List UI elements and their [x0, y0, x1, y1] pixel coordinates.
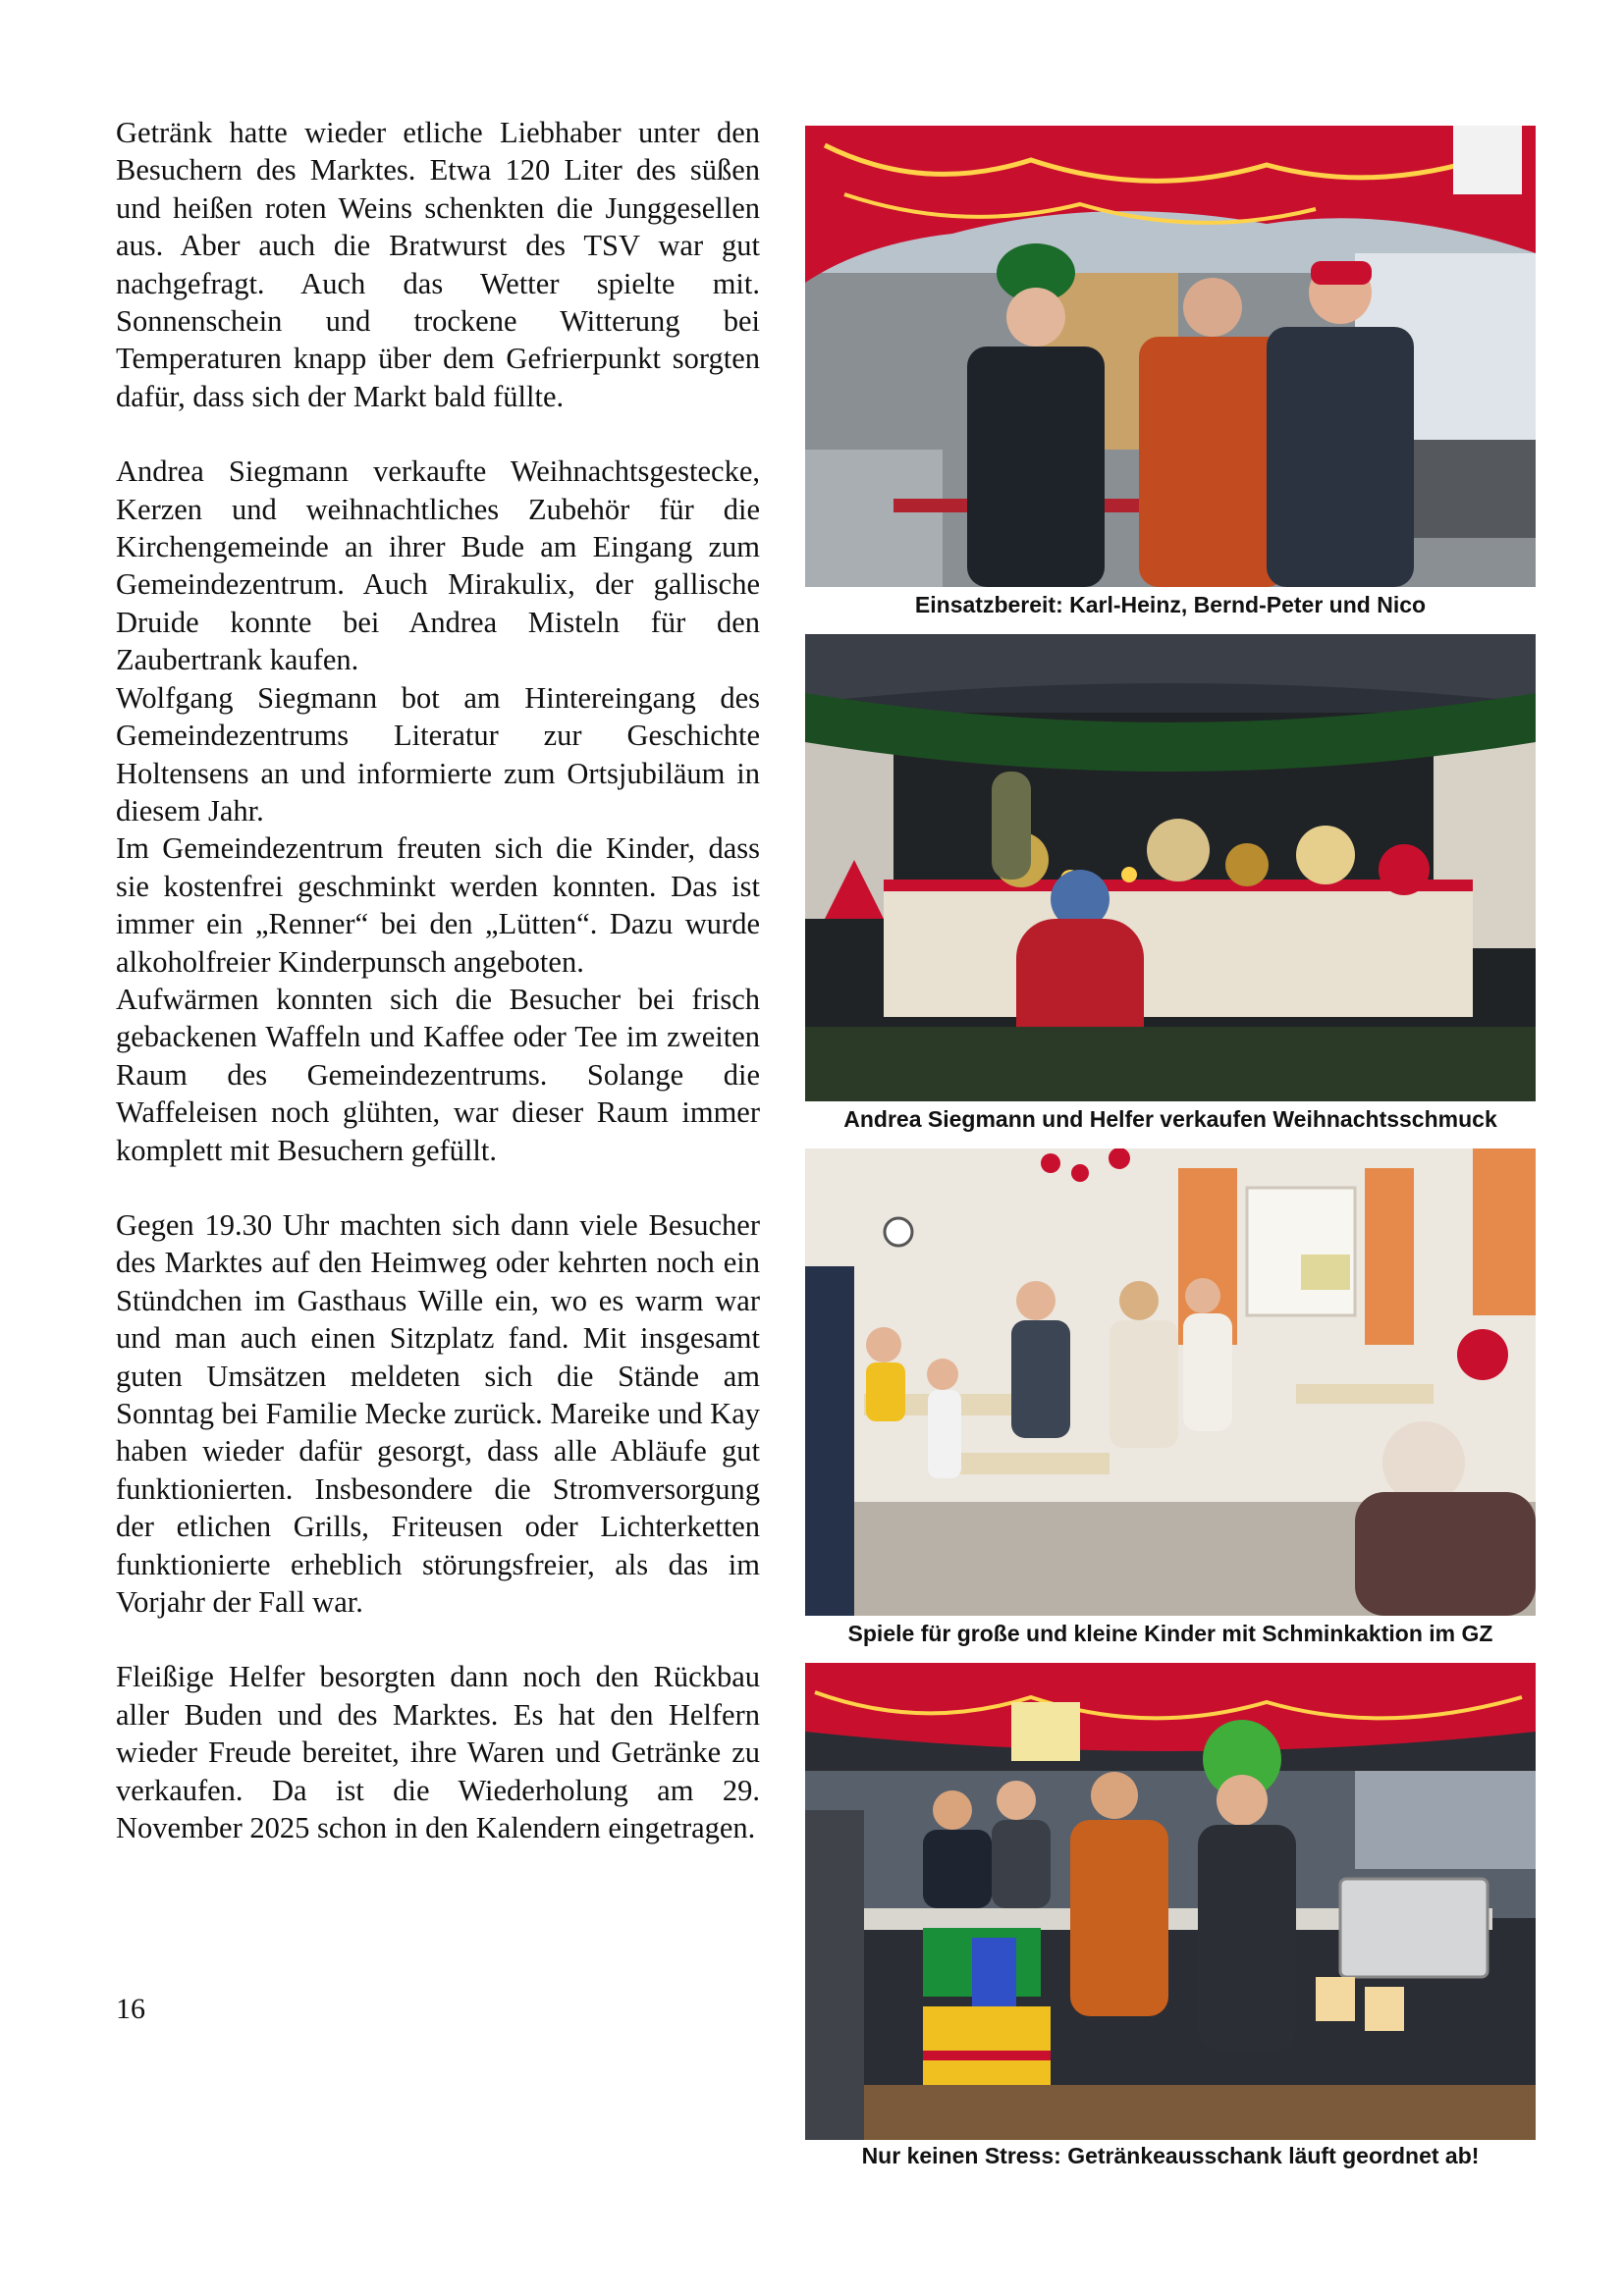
- article-text: [116, 114, 760, 1846]
- paragraph-3: Wolfgang Siegmann bot am Hintereingang des Gemeindezentrums Literatur zur Geschichte Holtensens an und informierte zum Ortsjubiläum in diesem Jahr.: [116, 680, 760, 828]
- caption-2: Andrea Siegmann und Helfer verkaufen Weihnachtsschmuck: [843, 1106, 1497, 1132]
- caption-1: Einsatzbereit: Karl-Heinz, Bernd-Peter und Nico: [914, 592, 1427, 617]
- paragraph-7: Fleißige Helfer besorgten dann noch den Rückbau aller Buden und des Marktes. Es hat den Helfern wieder Freude bereitet, ihre Waren und Getränke zu verkaufen. Da ist die Wiederholung am 29. November 2025 schon in den Kalendern eingetragen.: [116, 1660, 760, 1845]
- page-number: 16: [116, 1993, 145, 2025]
- caption-4: Nur keinen Stress: Getränkeausschank läuft geordnet ab!: [861, 2143, 1480, 2168]
- photo-children-games: [805, 1148, 1536, 1616]
- caption-3: Spiele für große und kleine Kinder mit Schminkaktion im GZ: [847, 1621, 1493, 1646]
- paragraph-5: Aufwärmen konnten sich die Besucher bei frisch gebackenen Waffeln und Kaffee oder Tee im zweiten Raum des Gemeindezentrums. Solange die Waffeleisen noch glühten, war dieser Raum immer komplett mit Besuchern gefüllt.: [116, 982, 760, 1167]
- paragraph-2: Andrea Siegmann verkaufte Weihnachtsgestecke, Kerzen und weihnachtliches Zubehör für die Kirchengemeinde an ihrer Bude am Eingang zum Gemeindezentrum. Auch Mirakulix, der gallische Druide konnte bei Andrea Misteln für den Zaubertrank kaufen.: [116, 454, 760, 677]
- photo-drinks-stand: [805, 126, 1536, 587]
- paragraph-4: Im Gemeindezentrum freuten sich die Kinder, dass sie kostenfrei geschminkt werden konnten. Das ist immer ein „Renner“ bei den „Lütten“. Dazu wurde alkoholfreier Kinderpunsch angeboten.: [116, 831, 760, 979]
- photo-christmas-stand: [805, 634, 1536, 1101]
- paragraph-6: Gegen 19.30 Uhr machten sich dann viele Besucher des Marktes auf den Heimweg oder kehrten noch ein Stündchen im Gasthaus Wille ein, wo es warm war und man auch einen Sitzplatz fand. Mit insgesamt guten Umsätzen meldeten sich die Stände am Sonntag bei Familie Mecke zurück. Mareike und Kay haben wieder dafür gesorgt, dass alle Abläufe gut funktionierten. Insbesondere die Stromversorgung der etlichen Grills, Friteusen oder Lichterketten funktionierte erheblich störungsfreier, als das im Vorjahr der Fall war.: [116, 1207, 760, 1620]
- paragraph-1: Getränk hatte wieder etliche Liebhaber unter den Besuchern des Marktes. Etwa 120 Liter des süßen und heißen roten Weins schenkten die Junggesellen aus. Aber auch die Bratwurst des TSV war gut nachgefragt. Auch das Wetter spielte mit. Sonnenschein und trockene Witterung bei Temperaturen knapp über dem Gefrierpunkt sorgten dafür, dass sich der Markt bald füllte.: [116, 116, 760, 413]
- photo-drinks-counter: [805, 1663, 1536, 2140]
